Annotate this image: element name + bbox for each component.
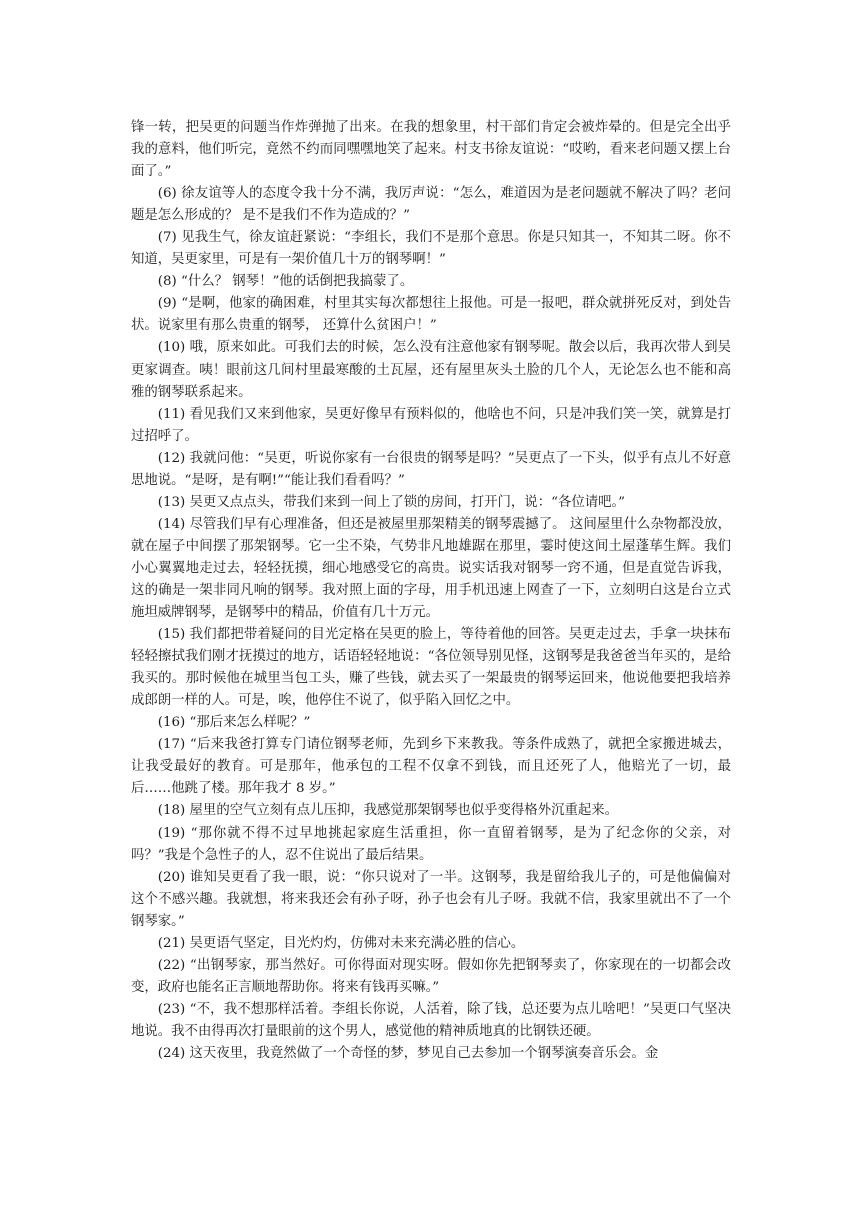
paragraph-22: (22) “出钢琴家，那当然好。可你得面对现实呀。假如你先把钢琴卖了，你家现在的一切都会改变，政府也能名正言顺地帮助你。将来有钱再买嘛。” <box>131 957 731 995</box>
paragraph-19: (19) “那你就不得不过早地挑起家庭生活重担，你一直留着钢琴，是为了纪念你的父亲，对吗？”我是个急性子的人，忍不住说出了最后结果。 <box>131 825 731 863</box>
paragraph-11: (11) 看见我们又来到他家，吴更好像早有预料似的，他啥也不问，只是冲我们笑一笑，就算是打过招呼了。 <box>131 406 731 444</box>
paragraph-5-continued: 锋一转，把吴更的问题当作炸弹抛了出来。在我的想象里，村干部们肯定会被炸晕的。但是完全出乎我的意料，他们听完，竟然不约而同嘿嘿地笑了起来。村支书徐友谊说：“哎哟，看来老问题又摆上台面了。” <box>131 120 731 180</box>
document-page <box>131 117 731 1065</box>
paragraph-10: (10) 哦，原来如此。可我们去的时候，怎么没有注意他家有钢琴呢。散会以后，我再次带人到吴更家调查。咦！眼前这几间村里最寒酸的土瓦屋，还有屋里灰头土脸的几个人，无论怎么也不能和高雅的钢琴联系起来。 <box>131 340 731 400</box>
paragraph-20: (20) 谁知吴更看了我一眼，说：“你只说对了一半。这钢琴，我是留给我儿子的，可是他偏偏对这个不感兴趣。我就想，将来我还会有孙子呀，孙子也会有儿子呀。我就不信，我家里就出不了一个钢琴家。” <box>131 869 731 929</box>
paragraph-14: (14) 尽管我们早有心理准备，但还是被屋里那架精美的钢琴震撼了。 这间屋里什么杂物都没放，就在屋子中间摆了那架钢琴。它一尘不染，气势非凡地雄踞在那里，霎时使这间土屋蓬荜生辉。我们小心翼翼地走过去，轻轻抚摸，细心地感受它的高贵。说实话我对钢琴一窍不通，但是直觉告诉我，这的确是一架非同凡响的钢琴。我对照上面的字母，用手机迅速上网查了一下，立刻明白这是台立式施坦威牌钢琴，是钢琴中的精品，价值有几十万元。 <box>131 516 731 621</box>
paragraph-18: (18) 屋里的空气立刻有点儿压抑，我感觉那架钢琴也似乎变得格外沉重起来。 <box>157 803 619 819</box>
paragraph-21: (21) 吴更语气坚定，目光灼灼，仿佛对未来充满必胜的信心。 <box>157 935 525 951</box>
paragraph-24: (24) 这天夜里，我竟然做了一个奇怪的梦，梦见自己去参加一个钢琴演奏音乐会。金 <box>157 1045 659 1061</box>
paragraph-8: (8) “什么？ 钢琴！”他的话倒把我搞蒙了。 <box>157 274 414 290</box>
paragraph-15: (15) 我们都把带着疑问的目光定格在吴更的脸上，等待着他的回答。吴更走过去，手拿一块抹布轻轻擦拭我们刚才抚摸过的地方，话语轻轻地说：“各位领导别见怪，这钢琴是我爸爸当年买的，是给我买的。那时候他在城里当包工头，赚了些钱，就去买了一架最贵的钢琴运回来，他说他要把我培养成郎朗一样的人。可是，唉，他停住不说了，似乎陷入回忆之中。 <box>131 627 731 709</box>
paragraph-7: (7) 见我生气，徐友谊赶紧说：“李组长，我们不是那个意思。你是只知其一，不知其二呀。你不知道，吴更家里，可是有一架价值几十万的钢琴啊！” <box>131 230 731 268</box>
paragraph-12: (12) 我就问他：“吴更，听说你家有一台很贵的钢琴是吗？”吴更点了一下头，似乎有点儿不好意思地说。“是呀，是有啊!”“能让我们看看吗？” <box>131 450 731 488</box>
paragraph-17: (17) “后来我爸打算专门请位钢琴老师，先到乡下来教我。等条件成熟了，就把全家搬进城去，让我受最好的教育。可是那年，他承包的工程不仅拿不到钱，而且还死了人，他赔光了一切，最后……他跳了楼。那年我才 8 岁。” <box>131 737 731 797</box>
paragraph-23: (23) “不，我不想那样活着。李组长你说，人活着，除了钱，总还要为点儿啥吧！”吴更口气坚决地说。我不由得再次打量眼前的这个男人，感觉他的精神质地真的比钢铁还硬。 <box>131 1001 731 1039</box>
paragraph-13: (13) 吴更又点点头，带我们来到一间上了锁的房间，打开门，说：“各位请吧。” <box>157 494 626 510</box>
paragraph-16: (16) “那后来怎么样呢？” <box>157 715 311 731</box>
paragraph-6: (6) 徐友谊等人的态度令我十分不满，我厉声说：“怎么，难道因为是老问题就不解决了吗？老问题是怎么形成的？ 是不是我们不作为造成的？” <box>131 186 731 224</box>
paragraph-9: (9) “是啊，他家的确困难，村里其实每次都想往上报他。可是一报吧，群众就拼死反对，到处告状。说家里有那么贵重的钢琴， 还算什么贫困户！” <box>131 296 731 334</box>
